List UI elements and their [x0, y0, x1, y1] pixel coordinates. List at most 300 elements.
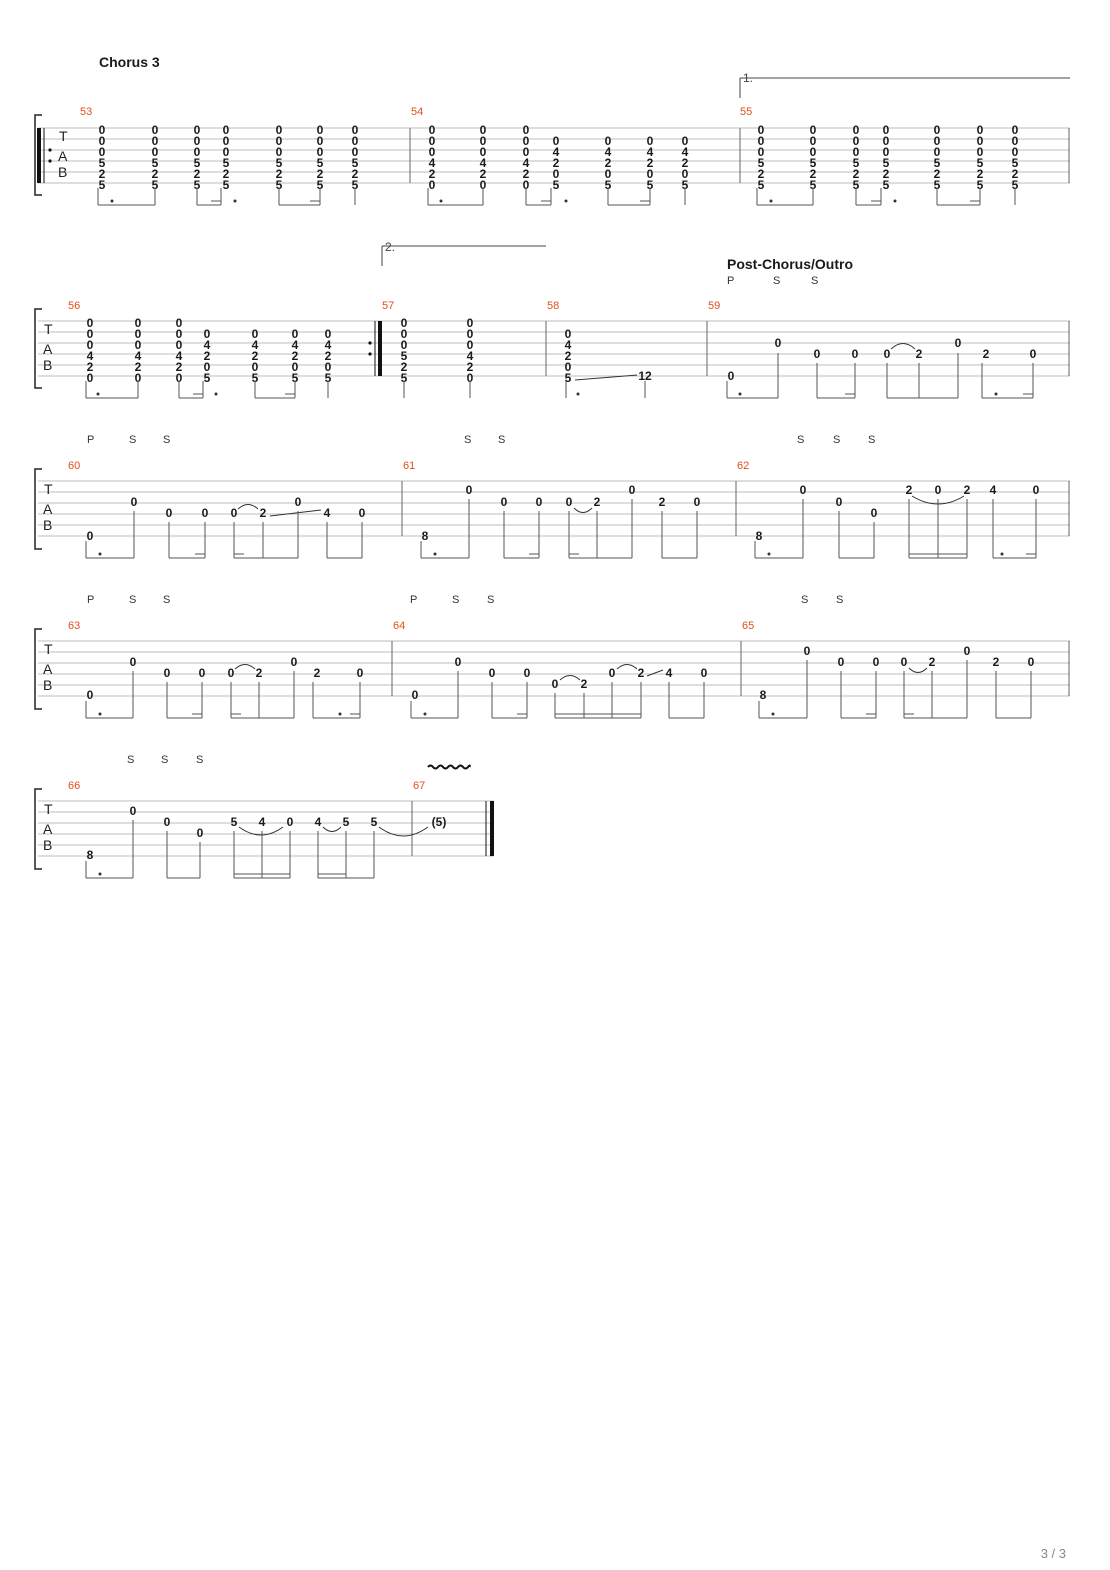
tab-fret: 0: [324, 327, 332, 341]
tab-chord: [553, 134, 560, 192]
tab-chord: [429, 123, 436, 192]
tab-chord: [276, 123, 283, 192]
tab-fret: 5: [757, 178, 765, 192]
rhythm-dots: [111, 200, 897, 203]
tab-fret: 0: [522, 123, 530, 137]
tab-chord: [480, 123, 487, 192]
tab-fret: 4: [324, 338, 332, 352]
tab-note: 0: [883, 347, 891, 361]
tab-fret: 0: [757, 123, 765, 137]
tab-fret: 5: [646, 178, 654, 192]
tab-fret: 0: [522, 178, 530, 192]
tab-note: 0: [163, 815, 171, 829]
vibrato-icon: [428, 766, 470, 769]
measure-number: 56: [68, 300, 81, 312]
pick-stroke: S: [868, 434, 876, 446]
tab-note: 0: [294, 495, 302, 509]
tab-fret: 0: [222, 123, 230, 137]
tab-fret: 2: [351, 167, 359, 181]
tab-fret: 0: [809, 145, 817, 159]
tab-note: 0: [727, 369, 735, 383]
tab-fret: 2: [564, 349, 572, 363]
tab-fret: 0: [1011, 123, 1019, 137]
tab-fret: 0: [251, 327, 259, 341]
tab-fret: 2: [882, 167, 890, 181]
tab-fret: 0: [646, 134, 654, 148]
tab-fret: 4: [681, 145, 689, 159]
tab-fret: 0: [522, 145, 530, 159]
tab-fret: 4: [564, 338, 572, 352]
measure-number: 54: [411, 106, 424, 118]
tab-fret: 0: [175, 327, 183, 341]
tab-fret: 0: [976, 134, 984, 148]
tab-note: 0: [799, 483, 807, 497]
rhythm-beams: [86, 499, 1036, 558]
tab-fret: 2: [646, 156, 654, 170]
tab-fret: 2: [324, 349, 332, 363]
pick-stroke: S: [163, 594, 171, 606]
tab-fret: 5: [552, 178, 560, 192]
pick-stroke: S: [833, 434, 841, 446]
tab-fret: 0: [852, 134, 860, 148]
pick-stroke: S: [452, 594, 460, 606]
tab-fret: 5: [316, 156, 324, 170]
tab-note: 2: [992, 655, 1000, 669]
tab-note: 0: [803, 644, 811, 658]
tab-fret: 5: [757, 156, 765, 170]
tab-fret: 0: [1011, 134, 1019, 148]
system-1: [35, 54, 1070, 205]
measure-number: 53: [80, 106, 93, 118]
tab-fret: 5: [251, 371, 259, 385]
tab-fret: 0: [552, 167, 560, 181]
tab-fret: 2: [203, 349, 211, 363]
tab-chord: [810, 123, 817, 192]
tab-fret: 5: [151, 178, 159, 192]
tab-note: 0: [358, 506, 366, 520]
tab-fret: 0: [809, 134, 817, 148]
measure-number: 61: [403, 460, 416, 472]
tab-fret: 5: [1011, 156, 1019, 170]
tab-fret: 2: [222, 167, 230, 181]
tab-fret: 0: [933, 134, 941, 148]
tab-note: 5: [370, 815, 378, 829]
tab-fret: 5: [222, 156, 230, 170]
pick-stroke: S: [836, 594, 844, 606]
page-number: 3 / 3: [1040, 1546, 1066, 1561]
tab-note: 0: [500, 495, 508, 509]
tab-fret: 0: [324, 360, 332, 374]
tab-fret: 2: [275, 167, 283, 181]
tab-fret: 5: [882, 156, 890, 170]
tab-fret: 5: [275, 178, 283, 192]
tab-fret: 0: [86, 327, 94, 341]
tab-fret: 0: [316, 145, 324, 159]
tab-note: 0: [608, 666, 616, 680]
tab-fret: 2: [134, 360, 142, 374]
pick-stroke: S: [797, 434, 805, 446]
tab-chord: [523, 123, 530, 192]
tab-fret: 0: [275, 134, 283, 148]
tab-fret: 0: [757, 134, 765, 148]
tab-fret: 0: [564, 360, 572, 374]
measure-number: 62: [737, 460, 750, 472]
tab-fret: 0: [203, 360, 211, 374]
tab-fret: 5: [193, 178, 201, 192]
tab-note: 0: [411, 688, 419, 702]
tab-chord: [565, 327, 572, 385]
pick-stroke: S: [129, 594, 137, 606]
tab-note: 2: [580, 677, 588, 691]
tab-fret: 5: [400, 371, 408, 385]
tab-note: 0: [523, 666, 531, 680]
tab-fret: 0: [466, 316, 474, 330]
tab-fret: 0: [604, 134, 612, 148]
tab-fret: 0: [98, 123, 106, 137]
pick-stroke: P: [87, 594, 95, 606]
tab-fret: 0: [151, 134, 159, 148]
tab-note: 2: [637, 666, 645, 680]
tab-fret: 4: [428, 156, 436, 170]
tab-fret: 0: [203, 327, 211, 341]
tab-letter-a: A: [43, 661, 53, 677]
tab-chord: [292, 327, 299, 385]
tab-fret: 0: [479, 178, 487, 192]
volta-second: 2.: [385, 240, 396, 254]
tab-chord: [977, 123, 984, 192]
tab-fret: 0: [351, 134, 359, 148]
measure-number: 66: [68, 780, 81, 792]
tab-fret: 2: [933, 167, 941, 181]
tab-fret: 4: [291, 338, 299, 352]
tab-letter-t: T: [59, 128, 68, 144]
tab-fret: 4: [604, 145, 612, 159]
volta-first: 1.: [743, 71, 754, 85]
system-4: [35, 594, 1070, 718]
tab-fret: 2: [522, 167, 530, 181]
tab-note: 0: [774, 336, 782, 350]
tab-fret: 5: [564, 371, 572, 385]
tab-fret: 0: [428, 145, 436, 159]
pick-stroke: S: [773, 275, 781, 287]
tab-fret: 0: [291, 360, 299, 374]
tab-fret: 5: [222, 178, 230, 192]
measure-number: 67: [413, 780, 426, 792]
measure-number: 64: [393, 620, 406, 632]
measure-number: 57: [382, 300, 395, 312]
tab-letter-a: A: [43, 821, 53, 837]
tab-note: 0: [290, 655, 298, 669]
tab-note: 0: [813, 347, 821, 361]
section-label-chorus: Chorus 3: [99, 54, 160, 70]
tab-note: 4: [989, 483, 997, 497]
tab-chord: [934, 123, 941, 192]
measure-number: 60: [68, 460, 81, 472]
tab-fret: 0: [681, 134, 689, 148]
measure-number: 55: [740, 106, 753, 118]
tab-note: 0: [356, 666, 364, 680]
rhythm-dots: [97, 393, 998, 396]
tab-fret: 5: [852, 178, 860, 192]
tab-note: 0: [693, 495, 701, 509]
tab-note: 0: [628, 483, 636, 497]
tab-fret: 0: [466, 371, 474, 385]
tab-fret: 4: [479, 156, 487, 170]
tab-fret: 2: [976, 167, 984, 181]
tab-fret: 0: [86, 338, 94, 352]
tab-fret: 0: [852, 123, 860, 137]
tab-fret: 5: [400, 349, 408, 363]
tab-fret: 5: [933, 178, 941, 192]
tab-letter-a: A: [43, 341, 53, 357]
tab-fret: 4: [466, 349, 474, 363]
tab-note: 8: [755, 529, 763, 543]
tab-chord: [204, 327, 211, 385]
tab-note: 12: [638, 369, 652, 383]
tab-fret: 4: [251, 338, 259, 352]
tab-letter-b: B: [43, 677, 53, 693]
tab-fret: 0: [552, 134, 560, 148]
tab-fret: 4: [552, 145, 560, 159]
tab-note: 0: [165, 506, 173, 520]
tab-fret: 4: [522, 156, 530, 170]
tab-chord: [252, 327, 259, 385]
pick-stroke: P: [727, 275, 735, 287]
tab-fret: 0: [86, 371, 94, 385]
pick-stroke: S: [464, 434, 472, 446]
tab-fret: 0: [466, 338, 474, 352]
tab-note: 0: [872, 655, 880, 669]
tab-chord: [1012, 123, 1019, 192]
tab-note: 0: [900, 655, 908, 669]
tab-note: 8: [759, 688, 767, 702]
tab-fret: 0: [134, 327, 142, 341]
tab-note: 2: [963, 483, 971, 497]
tab-letter-b: B: [58, 164, 68, 180]
tab-fret: 0: [193, 123, 201, 137]
tab-note: 2: [982, 347, 990, 361]
tab-note: 0: [535, 495, 543, 509]
tab-chord: [883, 123, 890, 192]
tab-chord: [605, 134, 612, 192]
tab-note: 0: [954, 336, 962, 350]
tab-fret: 0: [175, 316, 183, 330]
tab-fret: 2: [251, 349, 259, 363]
tab-note: 2: [259, 506, 267, 520]
tab-fret: 2: [466, 360, 474, 374]
tab-chord: [401, 316, 408, 385]
tab-fret: 0: [400, 327, 408, 341]
pick-stroke: P: [410, 594, 418, 606]
tab-note: 5: [342, 815, 350, 829]
tab-fret: 5: [291, 371, 299, 385]
tab-chord: [223, 123, 230, 192]
tab-note-ghost: (5): [431, 815, 447, 829]
tab-note: 0: [551, 677, 559, 691]
tab-note: 0: [129, 655, 137, 669]
pick-stroke: S: [196, 754, 204, 766]
tab-letter-t: T: [44, 641, 53, 657]
tab-note: 0: [1032, 483, 1040, 497]
tab-fret: 0: [428, 134, 436, 148]
tab-chord: [853, 123, 860, 192]
tab-chord: [647, 134, 654, 192]
tab-note: 4: [258, 815, 266, 829]
tab-note: 0: [286, 815, 294, 829]
tab-fret: 5: [193, 156, 201, 170]
staff-lines: [38, 481, 1070, 536]
tab-fret: 2: [681, 156, 689, 170]
tab-fret: 5: [852, 156, 860, 170]
tab-note: 0: [130, 495, 138, 509]
tab-fret: 0: [351, 145, 359, 159]
tab-fret: 0: [646, 167, 654, 181]
tab-fret: 0: [151, 145, 159, 159]
tab-fret: 0: [351, 123, 359, 137]
tab-note: 0: [86, 688, 94, 702]
tab-fret: 2: [400, 360, 408, 374]
tab-fret: 0: [400, 316, 408, 330]
tab-fret: 5: [933, 156, 941, 170]
section-label-post-chorus: Post-Chorus/Outro: [727, 256, 853, 272]
tab-fret: 0: [175, 338, 183, 352]
tab-fret: 4: [134, 349, 142, 363]
tab-note: 2: [658, 495, 666, 509]
tab-note: 5: [230, 815, 238, 829]
tab-fret: 0: [466, 327, 474, 341]
tab-fret: 4: [646, 145, 654, 159]
tab-chord: [194, 123, 201, 192]
tab-fret: 5: [681, 178, 689, 192]
tab-fret: 2: [151, 167, 159, 181]
tab-fret: 5: [809, 156, 817, 170]
tab-note: 8: [421, 529, 429, 543]
tab-fret: 0: [134, 316, 142, 330]
tab-fret: 2: [98, 167, 106, 181]
tab-letter-t: T: [44, 801, 53, 817]
tab-fret: 2: [809, 167, 817, 181]
tab-fret: 0: [316, 134, 324, 148]
tab-fret: 0: [882, 134, 890, 148]
tab-chord: [758, 123, 765, 192]
tab-fret: 5: [275, 156, 283, 170]
tab-fret: 5: [976, 178, 984, 192]
system-2: [35, 240, 1070, 398]
tab-fret: 2: [604, 156, 612, 170]
tab-note: 2: [905, 483, 913, 497]
tab-fret: 0: [809, 123, 817, 137]
tab-note: 0: [851, 347, 859, 361]
tab-note: 4: [314, 815, 322, 829]
tab-fret: 0: [564, 327, 572, 341]
tab-fret: 2: [428, 167, 436, 181]
tab-fret: 5: [351, 178, 359, 192]
tab-fret: 0: [275, 123, 283, 137]
tab-chord: [99, 123, 106, 192]
tab-chord: [87, 316, 94, 385]
tab-fret: 0: [291, 327, 299, 341]
tab-fret: 5: [351, 156, 359, 170]
tab-chord: [325, 327, 332, 385]
tab-note: 0: [201, 506, 209, 520]
system-3: [35, 434, 1070, 558]
tab-note: 0: [454, 655, 462, 669]
tab-chord: [176, 316, 183, 385]
pick-stroke: S: [127, 754, 135, 766]
tab-note: 8: [86, 848, 94, 862]
tab-note: 0: [465, 483, 473, 497]
tab-fret: 2: [1011, 167, 1019, 181]
tab-fret: 5: [604, 178, 612, 192]
measure-number: 63: [68, 620, 81, 632]
tab-fret: 0: [882, 145, 890, 159]
tab-chord: [352, 123, 359, 192]
tab-note: 0: [129, 804, 137, 818]
measure-number: 59: [708, 300, 721, 312]
tab-note: 0: [700, 666, 708, 680]
tab-fret: 5: [324, 371, 332, 385]
tab-chord: [467, 316, 474, 385]
tab-fret: 0: [882, 123, 890, 137]
tab-letter-b: B: [43, 837, 53, 853]
tab-note: 2: [255, 666, 263, 680]
tab-fret: 0: [151, 123, 159, 137]
tab-fret: 5: [98, 178, 106, 192]
tab-note: 4: [323, 506, 331, 520]
tab-fret: 0: [193, 134, 201, 148]
tab-fret: 0: [251, 360, 259, 374]
tab-letter-t: T: [44, 481, 53, 497]
tab-letter-b: B: [43, 517, 53, 533]
pick-stroke: S: [811, 275, 819, 287]
tab-fret: 2: [193, 167, 201, 181]
tab-chord: [682, 134, 689, 192]
tab-fret: 5: [976, 156, 984, 170]
rhythm-dots: [99, 873, 102, 876]
tab-fret: 0: [976, 145, 984, 159]
tab-fret: 2: [479, 167, 487, 181]
tab-fret: 4: [86, 349, 94, 363]
pick-stroke: S: [487, 594, 495, 606]
measure-number: 65: [742, 620, 755, 632]
tab-fret: 0: [479, 145, 487, 159]
tab-note: 0: [488, 666, 496, 680]
pick-stroke: S: [161, 754, 169, 766]
tab-fret: 0: [175, 371, 183, 385]
tab-fret: 0: [86, 316, 94, 330]
tab-fret: 0: [98, 145, 106, 159]
tab-letter-a: A: [58, 148, 68, 164]
tab-note: 0: [934, 483, 942, 497]
tab-fret: 5: [809, 178, 817, 192]
tab-note: 0: [196, 826, 204, 840]
tab-fret: 0: [222, 145, 230, 159]
tab-fret: 4: [203, 338, 211, 352]
tab-note: 2: [593, 495, 601, 509]
tab-fret: 0: [933, 123, 941, 137]
tab-fret: 0: [134, 338, 142, 352]
tab-note: 0: [837, 655, 845, 669]
tab-fret: 5: [151, 156, 159, 170]
tab-note: 0: [163, 666, 171, 680]
pick-stroke: P: [87, 434, 95, 446]
tab-fret: 0: [275, 145, 283, 159]
pick-stroke: S: [801, 594, 809, 606]
tab-fret: 2: [175, 360, 183, 374]
pick-stroke: S: [163, 434, 171, 446]
tab-chord: [135, 316, 142, 385]
tab-letter-t: T: [44, 321, 53, 337]
